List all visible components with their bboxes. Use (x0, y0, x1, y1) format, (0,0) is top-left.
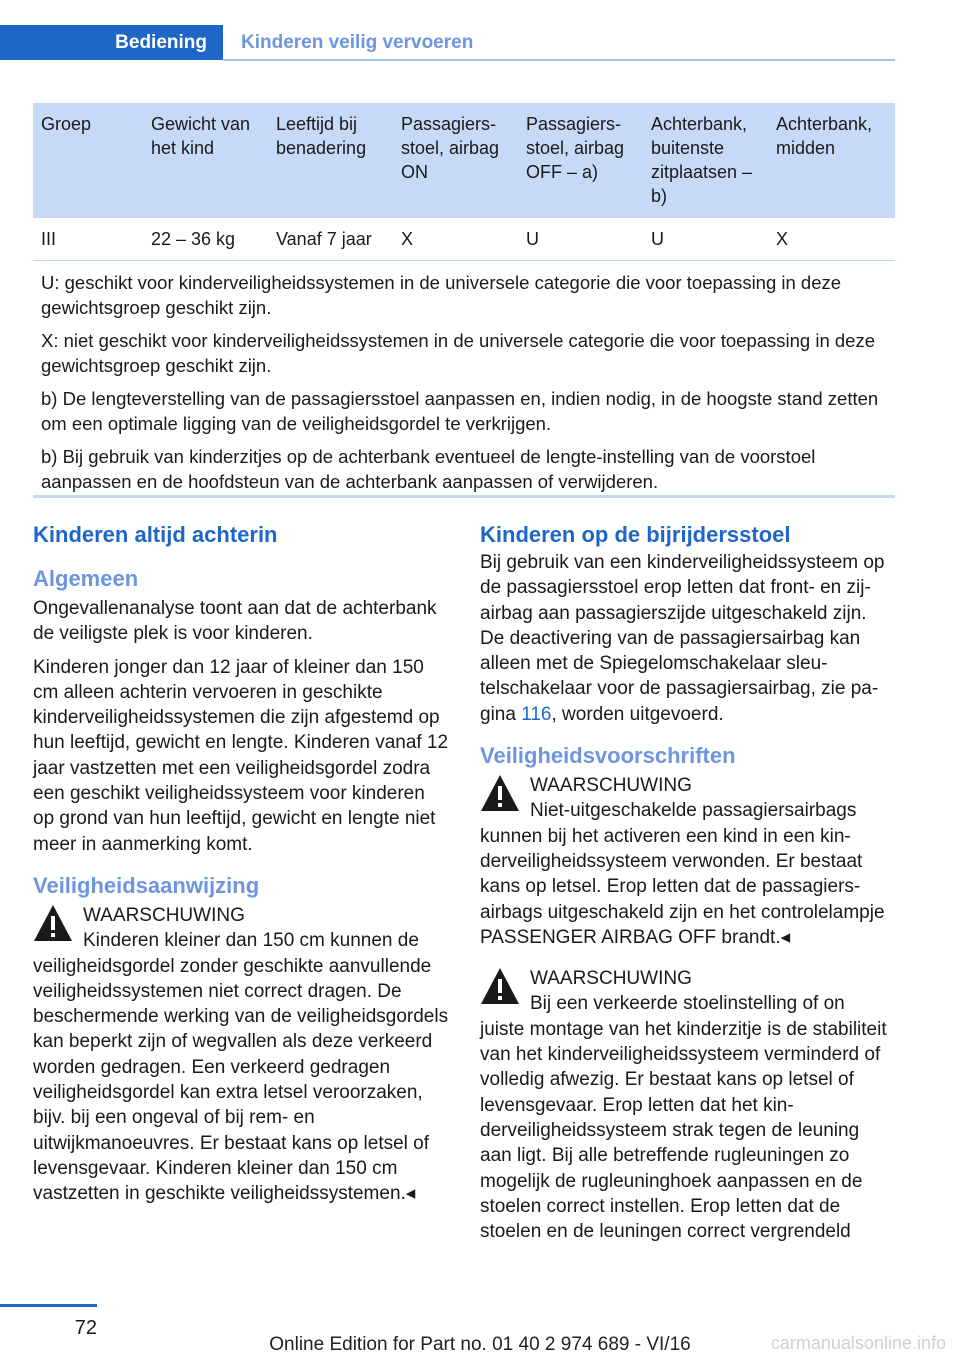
warning-label: WAARSCHUWING (530, 775, 692, 797)
warning-first-line: Niet-uitgeschakelde passagiersairbags (530, 800, 857, 822)
page-link[interactable]: 116 (521, 703, 552, 725)
edition-note: Online Edition for Part no. 01 40 2 974 689 - VI/16 (269, 1334, 691, 1355)
col-header: Passagiersstoel, airbag ON (393, 103, 518, 218)
table-bottom-rule (33, 495, 895, 498)
warning-triangle-icon (480, 966, 520, 1006)
table-cell: III (33, 218, 143, 261)
note-b2: b) Bij gebruik van kinderzitjes op de achterbank eventueel de lengte-instelling van de voorstoel aanpassen en de hoofdsteun van de achterbank aanpassen of verwijderen. (41, 446, 816, 492)
subsection-title: Veiligheidsaanwijzing (33, 872, 260, 898)
left-column (33, 520, 451, 1215)
note-u: U: geschikt voor kinderveiligheidssystemen in de universele categorie die voor toepassing in deze gewichtsgroep geschikt zijn. (41, 272, 842, 318)
col-header: Gewicht van het kind (143, 103, 268, 218)
subsection-title: Veiligheidsvoorschriften (480, 743, 736, 769)
table-cell: 22 – 36 kg (143, 218, 268, 261)
warning-text: juiste montage van het kinderzitje is de stabiliteit van het kinderveiligheidssysteem verminderd of volledig afwezig. Er bestaat kans op letsel of levensgevaar. Erop letten dat het kinderveiligheidssysteem strak tegen de leuning aan ligt. Bij alle betreffende rugleuningen zo mogelijk de rugleuninghoek aanpassen en de stoelen correct instellen. Erop letten dat de stoelen en de leuningen correct vergrendeld (480, 1018, 887, 1243)
warning-text: kunnen bij het activeren een kind in een kinderveiligheidssysteem verwonden. Er bestaat kans op letsel. Erop letten dat de passagiersairbags uitgeschakeld zijn en het controlelampje PASSENGER AIRBAG OFF brandt.◂ (480, 825, 885, 948)
warning-block (480, 773, 895, 950)
paragraph (480, 550, 895, 727)
warning-first-line: Kinderen kleiner dan 150 cm kunnen de (83, 930, 419, 952)
paragraph-text: , worden uitgevoerd. (551, 703, 724, 725)
table-cell: U (518, 218, 643, 261)
note-b1: b) De lengteverstelling van de passagiersstoel aanpassen en, indien nodig, in de hoogste stand zetten om een optimale ligging van de veiligheidsgordel te verkrijgen. (41, 388, 879, 434)
table-row (33, 218, 895, 261)
paragraph-text: Bij gebruik van een kinderveiligheidssysteem op de passagiersstoel erop letten dat front- en zij-airbag aan passagierszijde uitgeschakeld zijn. De deactivering van de passagiersairbag kan alleen met de Spiegelomschakelaar sleutelschakelaar voor de passagiersairbag, zie pagina (480, 552, 885, 725)
note-x: X: niet geschikt voor kinderveiligheidssystemen in de universele categorie die voor toepassing in deze gewichtsgroep geschikt zijn. (41, 330, 875, 376)
header-rule (223, 59, 895, 61)
warning-first-line: Bij een verkeerde stoelinstelling of on (530, 993, 845, 1015)
table-cell: X (768, 218, 895, 261)
warning-head (33, 903, 451, 954)
table-notes (33, 261, 895, 507)
page-header (0, 25, 895, 63)
chapter-title: Kinderen veilig vervoeren (241, 32, 474, 53)
warning-triangle-icon (480, 773, 520, 813)
watermark: carmanualsonline.info (770, 1333, 946, 1353)
section-title: Kinderen altijd achterin (33, 522, 278, 547)
warning-block (33, 903, 451, 1207)
warning-text: veiligheidsgordel zonder geschikte aanvullende veiligheidssystemen niet correct dragen. De beschermende werking van de veiligheidsgordels kan beperkt zijn of wegvallen als deze verkeerd worden gedragen. Een verkeerd gedragen veiligheidsgordel kan extra letsel veroorzaken, bijv. bij een ongeval of bij rem- en uitwijkmanoeuvres. Er bestaat kans op letsel of levensgevaar. Kinderen kleiner dan 150 cm vastzetten in geschikte veiligheidssystemen.◂ (33, 955, 449, 1205)
col-header: Leeftijd bij benadering (268, 103, 393, 218)
warning-head (480, 773, 895, 824)
subsection-title: Algemeen (33, 566, 139, 591)
warning-triangle-icon (33, 903, 73, 943)
table-cell: U (643, 218, 768, 261)
col-header: Passagiersstoel, airbag OFF – a) (518, 103, 643, 218)
col-header: Achterbank, buitenste zitplaatsen – b) (643, 103, 768, 218)
child-seat-table (33, 103, 895, 506)
table-cell: X (393, 218, 518, 261)
col-header: Achterbank, midden (768, 103, 895, 218)
paragraph: Ongevallenanalyse toont aan dat de achterbank de veiligste plek is voor kinderen. (33, 598, 437, 645)
warning-label: WAARSCHUWING (83, 904, 245, 926)
table-cell: Vanaf 7 jaar (268, 218, 393, 261)
footer-rule (0, 1304, 97, 1307)
col-header: Groep (33, 103, 143, 218)
section-tab: Bediening (0, 25, 223, 60)
right-column (480, 520, 895, 1252)
section-title: Kinderen op de bijrijdersstoel (480, 522, 791, 547)
warning-block (480, 966, 895, 1244)
page-number: 72 (74, 1317, 97, 1339)
table-header-row (33, 103, 895, 218)
warning-head (480, 966, 895, 1017)
warning-label: WAARSCHUWING (530, 968, 692, 990)
paragraph: Kinderen jonger dan 12 jaar of kleiner dan 150 cm alleen achterin vervoeren in geschikte kinderveiligheidssystemen die zijn afgestemd op hun leeftijd, gewicht en lengte. Kinderen vanaf 12 jaar vastzetten met een veiligheidsgordel zodra een geschikt veiligheidssysteem voor kinderen op grond van hun leeftijd, gewicht en lengte niet meer in aanmerking komt. (33, 656, 449, 855)
